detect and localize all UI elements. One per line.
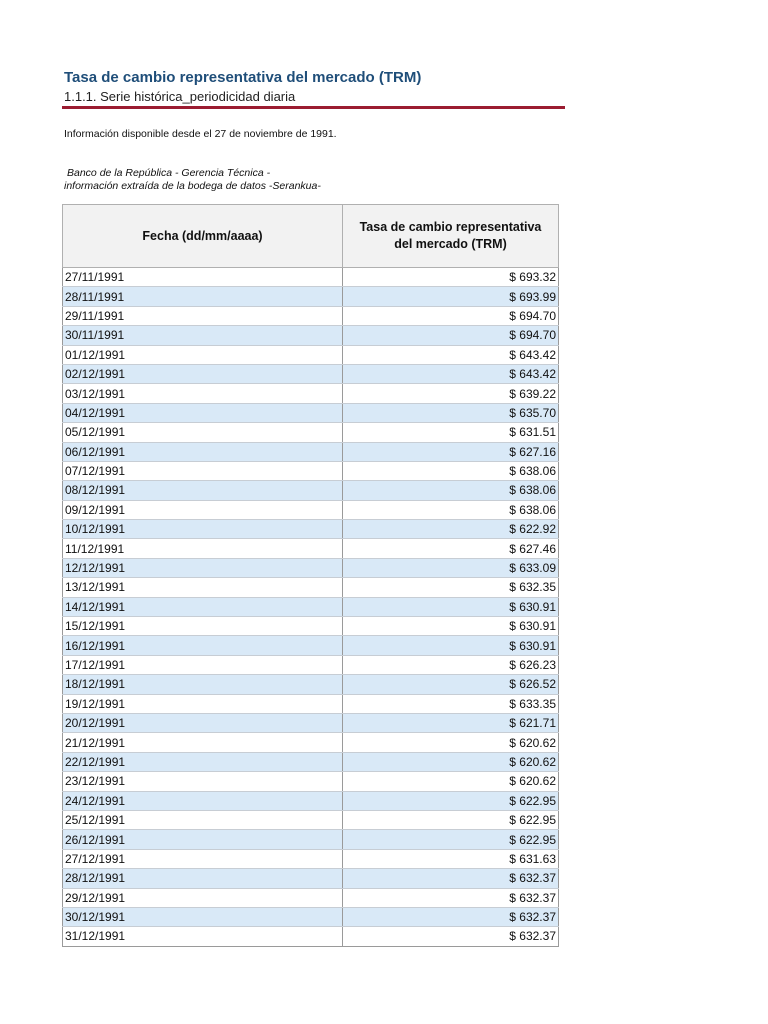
trm-value-cell: $ 633.35: [343, 694, 559, 713]
date-cell: 05/12/1991: [63, 423, 343, 442]
table-row: [63, 830, 559, 849]
trm-value-cell: $ 631.51: [343, 423, 559, 442]
date-cell: 14/12/1991: [63, 597, 343, 616]
date-cell: 19/12/1991: [63, 694, 343, 713]
date-cell: 17/12/1991: [63, 655, 343, 674]
table-row: [63, 675, 559, 694]
table-row: [63, 326, 559, 345]
trm-value-cell: $ 632.35: [343, 578, 559, 597]
trm-table: [62, 204, 559, 947]
page-subtitle: 1.1.1. Serie histórica_periodicidad diaria: [64, 89, 296, 104]
page-title: Tasa de cambio representativa del mercado (TRM): [64, 69, 422, 86]
table-row: [63, 733, 559, 752]
trm-value-cell: $ 620.62: [343, 733, 559, 752]
date-cell: 30/12/1991: [63, 907, 343, 926]
date-cell: 13/12/1991: [63, 578, 343, 597]
table-row: [63, 306, 559, 325]
table-row: [63, 461, 559, 480]
source-line-1: Banco de la República - Gerencia Técnica -: [67, 167, 271, 179]
source-note: [64, 167, 364, 193]
date-cell: 26/12/1991: [63, 830, 343, 849]
trm-value-cell: $ 639.22: [343, 384, 559, 403]
trm-value-cell: $ 694.70: [343, 306, 559, 325]
date-cell: 18/12/1991: [63, 675, 343, 694]
table-row: [63, 713, 559, 732]
table-row: [63, 694, 559, 713]
date-cell: 22/12/1991: [63, 752, 343, 771]
trm-value-cell: $ 638.06: [343, 500, 559, 519]
table-body: [63, 268, 559, 947]
table-row: [63, 423, 559, 442]
trm-value-cell: $ 635.70: [343, 403, 559, 422]
table-row: [63, 849, 559, 868]
table-row: [63, 287, 559, 306]
trm-value-cell: $ 627.46: [343, 539, 559, 558]
trm-value-cell: $ 632.37: [343, 927, 559, 946]
table-row: [63, 442, 559, 461]
trm-value-cell: $ 632.37: [343, 907, 559, 926]
date-cell: 12/12/1991: [63, 558, 343, 577]
date-cell: 31/12/1991: [63, 927, 343, 946]
trm-value-cell: $ 622.95: [343, 830, 559, 849]
trm-value-cell: $ 621.71: [343, 713, 559, 732]
trm-value-cell: $ 622.92: [343, 520, 559, 539]
trm-value-cell: $ 632.37: [343, 888, 559, 907]
table-row: [63, 578, 559, 597]
trm-value-cell: $ 620.62: [343, 752, 559, 771]
table-row: [63, 888, 559, 907]
date-cell: 27/12/1991: [63, 849, 343, 868]
table-row: [63, 636, 559, 655]
table-row: [63, 617, 559, 636]
title-divider: [62, 106, 565, 109]
date-cell: 23/12/1991: [63, 772, 343, 791]
table-row: [63, 268, 559, 287]
trm-value-cell: $ 643.42: [343, 364, 559, 383]
trm-value-cell: $ 693.99: [343, 287, 559, 306]
table-row: [63, 403, 559, 422]
trm-value-cell: $ 626.23: [343, 655, 559, 674]
trm-value-cell: $ 643.42: [343, 345, 559, 364]
date-cell: 28/11/1991: [63, 287, 343, 306]
trm-value-cell: $ 693.32: [343, 268, 559, 287]
table-row: [63, 345, 559, 364]
table-row: [63, 810, 559, 829]
trm-value-cell: $ 630.91: [343, 636, 559, 655]
table-row: [63, 520, 559, 539]
date-cell: 02/12/1991: [63, 364, 343, 383]
trm-value-cell: $ 632.37: [343, 869, 559, 888]
table-row: [63, 539, 559, 558]
table-row: [63, 481, 559, 500]
trm-value-cell: $ 620.62: [343, 772, 559, 791]
date-cell: 25/12/1991: [63, 810, 343, 829]
table-header-row: [63, 205, 559, 268]
date-cell: 09/12/1991: [63, 500, 343, 519]
trm-value-cell: $ 622.95: [343, 791, 559, 810]
trm-value-cell: $ 694.70: [343, 326, 559, 345]
date-cell: 10/12/1991: [63, 520, 343, 539]
trm-value-cell: $ 633.09: [343, 558, 559, 577]
date-cell: 29/12/1991: [63, 888, 343, 907]
trm-value-cell: $ 627.16: [343, 442, 559, 461]
table-row: [63, 907, 559, 926]
trm-value-cell: $ 622.95: [343, 810, 559, 829]
table-row: [63, 869, 559, 888]
column-header-date: Fecha (dd/mm/aaaa): [63, 205, 343, 268]
date-cell: 11/12/1991: [63, 539, 343, 558]
source-line-2: información extraída de la bodega de datos -Serankua-: [64, 180, 321, 192]
table-row: [63, 384, 559, 403]
date-cell: 24/12/1991: [63, 791, 343, 810]
table-row: [63, 791, 559, 810]
date-cell: 06/12/1991: [63, 442, 343, 461]
date-cell: 01/12/1991: [63, 345, 343, 364]
date-cell: 16/12/1991: [63, 636, 343, 655]
table-row: [63, 597, 559, 616]
date-cell: 21/12/1991: [63, 733, 343, 752]
date-cell: 30/11/1991: [63, 326, 343, 345]
date-cell: 27/11/1991: [63, 268, 343, 287]
date-cell: 03/12/1991: [63, 384, 343, 403]
table-row: [63, 927, 559, 946]
date-cell: 08/12/1991: [63, 481, 343, 500]
table-row: [63, 500, 559, 519]
table-row: [63, 655, 559, 674]
date-cell: 29/11/1991: [63, 306, 343, 325]
date-cell: 28/12/1991: [63, 869, 343, 888]
trm-value-cell: $ 631.63: [343, 849, 559, 868]
trm-value-cell: $ 630.91: [343, 597, 559, 616]
date-cell: 04/12/1991: [63, 403, 343, 422]
date-cell: 20/12/1991: [63, 713, 343, 732]
trm-value-cell: $ 638.06: [343, 481, 559, 500]
trm-value-cell: $ 630.91: [343, 617, 559, 636]
date-cell: 07/12/1991: [63, 461, 343, 480]
availability-note: Información disponible desde el 27 de noviembre de 1991.: [64, 128, 337, 140]
table-row: [63, 364, 559, 383]
trm-value-cell: $ 638.06: [343, 461, 559, 480]
table-row: [63, 558, 559, 577]
trm-value-cell: $ 626.52: [343, 675, 559, 694]
table-row: [63, 772, 559, 791]
column-header-trm: Tasa de cambio representativa del mercado (TRM): [343, 205, 559, 268]
table-row: [63, 752, 559, 771]
date-cell: 15/12/1991: [63, 617, 343, 636]
